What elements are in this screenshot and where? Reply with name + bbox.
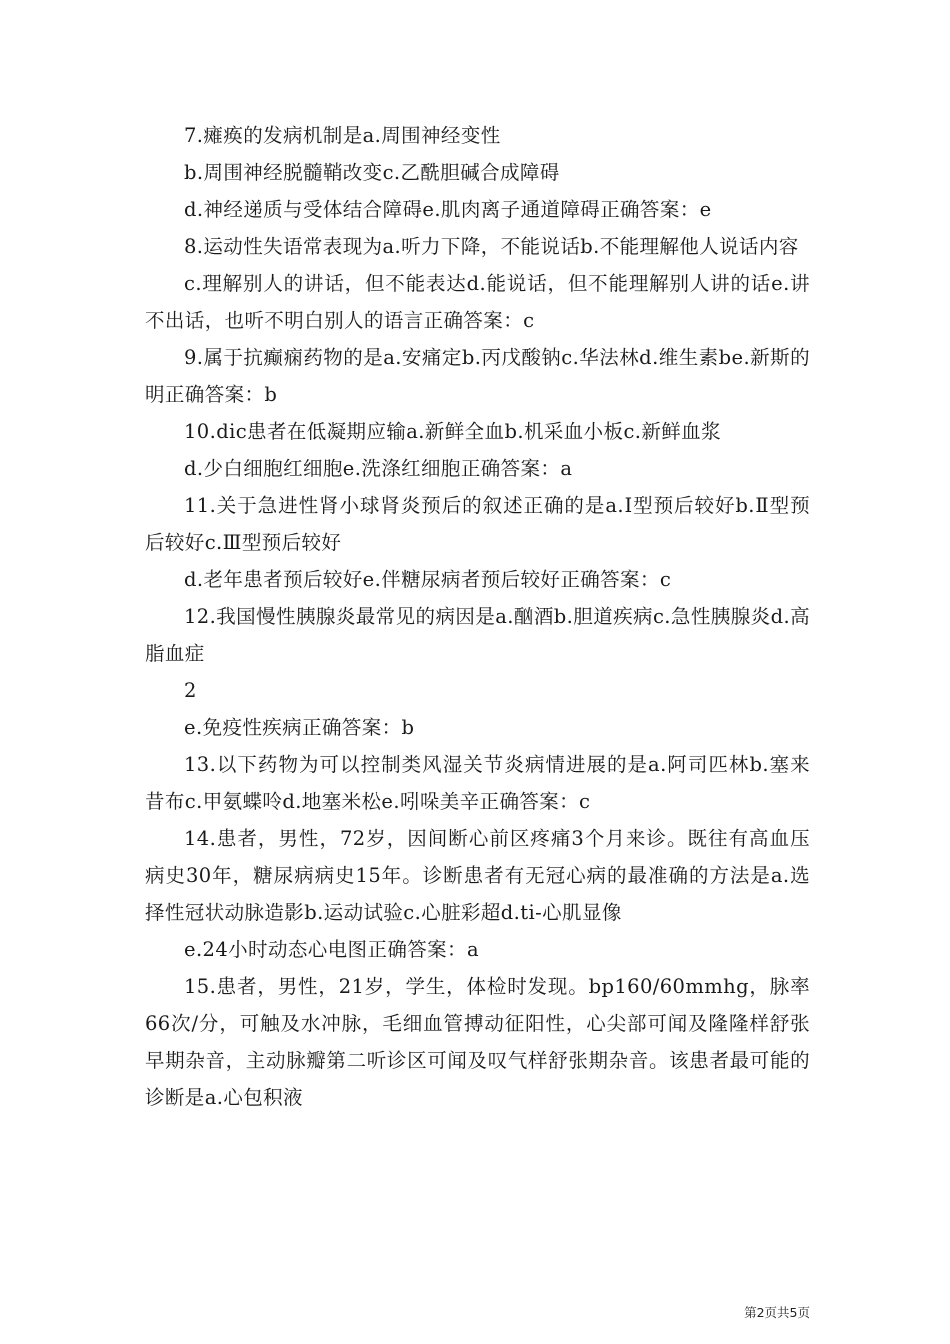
paragraph: 12.我国慢性胰腺炎最常见的病因是a.酗酒b.胆道疾病c.急性胰腺炎d.高脂血症	[145, 605, 810, 665]
paragraph: 15.患者，男性，21岁，学生，体检时发现。bp160/60mmhg，脉率66次/分，可触及水冲脉，毛细血管搏动征阳性，心尖部可闻及隆隆样舒张早期杂音，主动脉瓣第二听诊区可闻及叹气样舒张期杂音。该患者最可能的诊断是a.心包积液	[145, 975, 810, 1109]
paragraph: d.老年患者预后较好e.伴糖尿病者预后较好正确答案：c	[184, 568, 672, 591]
paragraph: e.免疫性疾病正确答案：b	[184, 716, 415, 739]
paragraph: 8.运动性失语常表现为a.听力下降，不能说话b.不能理解他人说话内容	[184, 235, 799, 258]
paragraph: 13.以下药物为可以控制类风湿关节炎病情进展的是a.阿司匹林b.塞来昔布c.甲氨蝶呤d.地塞米松e.吲哚美辛正确答案：c	[145, 753, 810, 813]
paragraph: e.24小时动态心电图正确答案：a	[184, 938, 479, 961]
page-indicator: 第2页共5页	[744, 1305, 810, 1320]
document-body	[145, 117, 810, 1116]
paragraph: 9.属于抗癫痫药物的是a.安痛定b.丙戊酸钠c.华法林d.维生素be.新斯的明正确答案：b	[145, 346, 810, 406]
paragraph: 11.关于急进性肾小球肾炎预后的叙述正确的是a.Ⅰ型预后较好b.Ⅱ型预后较好c.Ⅲ型预后较好	[145, 494, 810, 554]
paragraph: b.周围神经脱髓鞘改变c.乙酰胆碱合成障碍	[184, 161, 560, 184]
paragraph: 14.患者，男性，72岁，因间断心前区疼痛3个月来诊。既往有高血压病史30年，糖尿病病史15年。诊断患者有无冠心病的最准确的方法是a.选择性冠状动脉造影b.运动试验c.心脏彩超d.ti-心肌显像	[145, 827, 810, 924]
paragraph: 10.dic患者在低凝期应输a.新鲜全血b.机采血小板c.新鲜血浆	[184, 420, 721, 443]
paragraph: c.理解别人的讲话，但不能表达d.能说话，但不能理解别人讲的话e.讲不出话，也听不明白别人的语言正确答案：c	[145, 272, 810, 332]
page-number-inline: 2	[184, 679, 197, 702]
paragraph: d.神经递质与受体结合障碍e.肌肉离子通道障碍正确答案：e	[184, 198, 712, 221]
paragraph: d.少白细胞红细胞e.洗涤红细胞正确答案：a	[184, 457, 573, 480]
paragraph: 7.瘫痪的发病机制是a.周围神经变性	[184, 124, 501, 147]
